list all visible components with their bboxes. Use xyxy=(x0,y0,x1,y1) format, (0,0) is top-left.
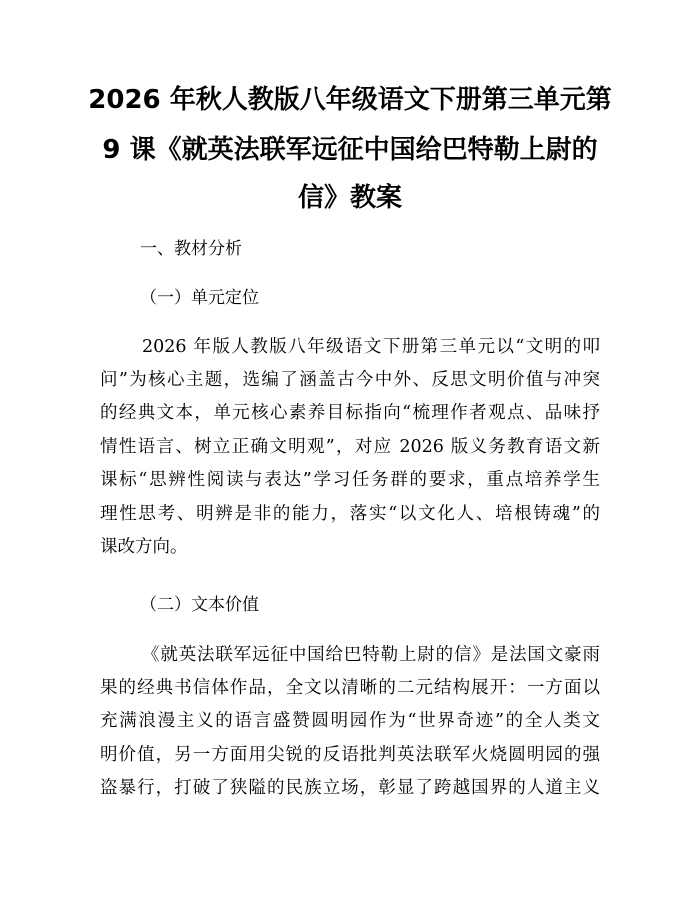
paragraph-line: 《就英法联军远征中国给巴特勒上尉的信》是法国文豪雨 xyxy=(142,645,600,665)
paragraph-line: 明价值，另一方面用尖锐的反语批判英法联军火烧圆明园的强 xyxy=(100,745,600,765)
paragraph-line: 问”为核心主题，选编了涵盖古今中外、反思文明价值与冲突 xyxy=(100,370,600,390)
subsection-heading-unit-positioning: （一）单元定位 xyxy=(140,288,259,308)
document-title-line-3: 信》教案 xyxy=(297,183,402,213)
paragraph-line: 理性思考、明辨是非的能力，落实“以文化人、培根铸魂”的 xyxy=(100,504,600,524)
document-title-line-2: 9 课《就英法联军远征中国给巴特勒上尉的 xyxy=(102,135,598,165)
paragraph-line: 情性语言、树立正确文明观”，对应 2026 版义务教育语文新 xyxy=(100,437,600,457)
paragraph-line: 课改方向。 xyxy=(100,537,188,557)
paragraph-line: 的经典文本，单元核心素养目标指向“梳理作者观点、品味抒 xyxy=(100,403,600,423)
document-title-line-1: 2026 年秋人教版八年级语文下册第三单元第 xyxy=(88,85,612,115)
paragraph-line: 充满浪漫主义的语言盛赞圆明园作为“世界奇迹”的全人类文 xyxy=(100,711,600,731)
subsection-heading-text-value: （二）文本价值 xyxy=(140,595,259,615)
paragraph-line: 果的经典书信体作品，全文以清晰的二元结构展开：一方面以 xyxy=(100,678,600,698)
paragraph-line: 2026 年版人教版八年级语文下册第三单元以“文明的叩 xyxy=(142,337,600,357)
paragraph-line: 盗暴行，打破了狭隘的民族立场，彰显了跨越国界的人道主义 xyxy=(100,778,600,798)
section-heading-textbook-analysis: 一、教材分析 xyxy=(140,239,242,259)
paragraph-line: 课标“思辨性阅读与表达”学习任务群的要求，重点培养学生 xyxy=(100,470,600,490)
